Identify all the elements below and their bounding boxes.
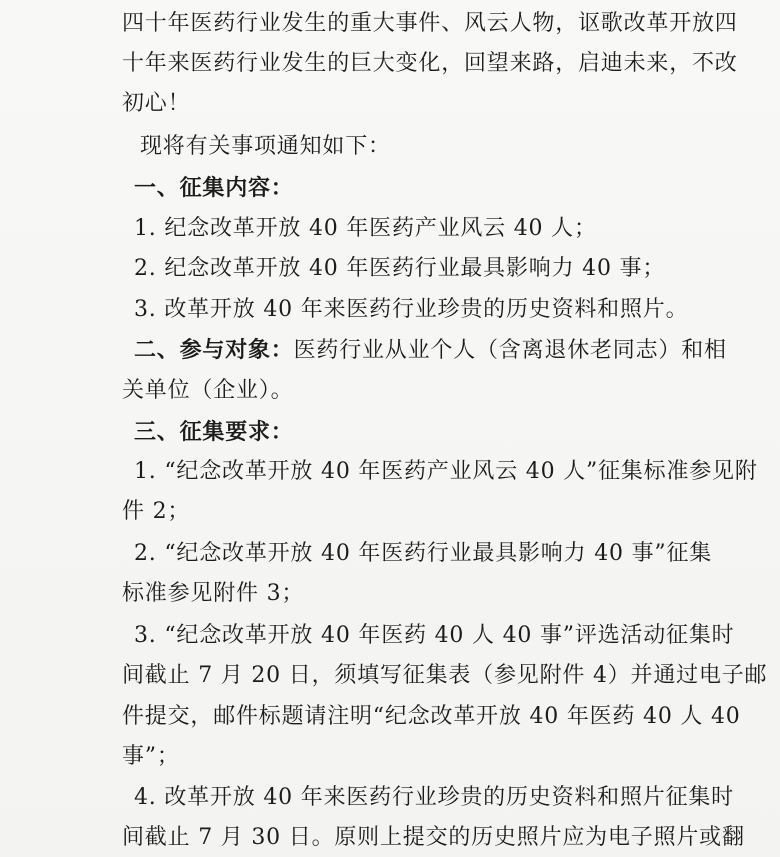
section-3-item-1-line-2: 件 2； bbox=[122, 499, 191, 524]
section-1-item-1: 1. 纪念改革开放 40 年医药产业风云 40 人； bbox=[134, 216, 597, 241]
section-1-item-2: 2. 纪念改革开放 40 年医药行业最具影响力 40 事； bbox=[134, 256, 666, 281]
section-3-item-1-line-1: 1. “纪念改革开放 40 年医药产业风云 40 人”征集标准参见附 bbox=[134, 459, 758, 484]
section-3-item-4-line-2: 间截止 7 月 30 日。原则上提交的历史照片应为电子照片或翻 bbox=[122, 825, 745, 850]
section-3-item-2-line-1: 2. “纪念改革开放 40 年医药行业最具影响力 40 事”征集 bbox=[134, 541, 713, 566]
section-3-heading: 三、征集要求： bbox=[134, 419, 294, 445]
section-3-item-3-line-3: 件提交，邮件标题请注明“纪念改革开放 40 年医药 40 人 40 bbox=[122, 704, 741, 729]
section-1-heading: 一、征集内容： bbox=[134, 175, 294, 201]
intro-line-3: 初心！ bbox=[122, 91, 191, 116]
intro-line-2: 十年来医药行业发生的巨大变化，回望来路，启迪未来，不改 bbox=[122, 51, 738, 76]
section-3-item-3-line-4: 事”； bbox=[122, 744, 180, 769]
section-1-item-3: 3. 改革开放 40 年来医药行业珍贵的历史资料和照片。 bbox=[134, 297, 689, 322]
section-2-text-1: 医药行业从业个人（含离退休老同志）和相 bbox=[293, 338, 727, 363]
section-3-item-3-line-1: 3. “纪念改革开放 40 年医药 40 人 40 事”评选活动征集时 bbox=[134, 623, 735, 648]
section-3-item-3-line-2: 间截止 7 月 20 日，须填写征集表（参见附件 4）并通过电子邮 bbox=[122, 663, 768, 688]
section-3-item-4-line-1: 4. 改革开放 40 年来医药行业珍贵的历史资料和照片征集时 bbox=[134, 785, 734, 810]
section-3-item-2-line-2: 标准参见附件 3； bbox=[122, 581, 305, 606]
intro-line-1: 四十年医药行业发生的重大事件、风云人物，讴歌改革开放四 bbox=[122, 11, 738, 36]
section-2-heading: 二、参与对象： bbox=[134, 337, 294, 363]
notice-line: 现将有关事项通知如下： bbox=[140, 134, 391, 159]
section-2-line-1 bbox=[134, 336, 727, 365]
section-2-line-2: 关单位（企业）。 bbox=[122, 378, 294, 403]
